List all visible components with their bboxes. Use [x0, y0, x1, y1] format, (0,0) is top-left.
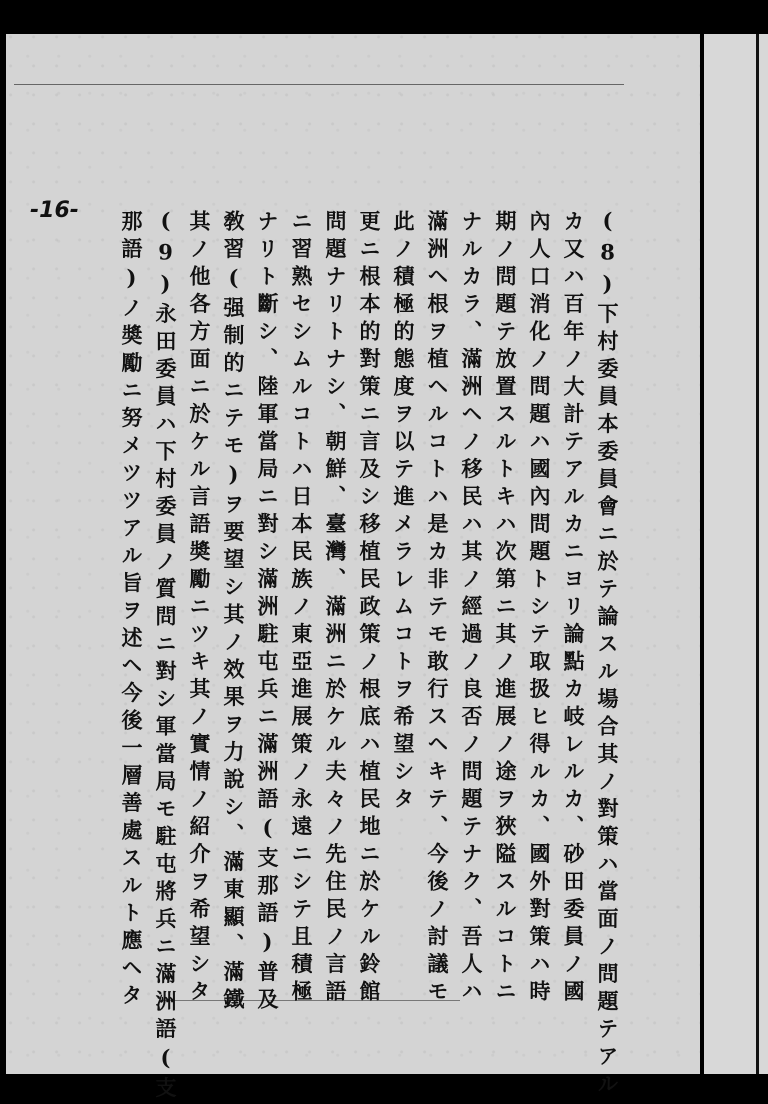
text-column: 期ノ問題テ放置スルトキハ次第ニ其ノ進展ノ途ヲ狹隘スルコトニ: [493, 210, 518, 1008]
text-column: (8)下村委員本委員會ニ於テ論スル場合其ノ對策ハ當面ノ問題テアル: [595, 208, 620, 1100]
text-column: 內人口消化ノ問題ハ國內問題トシテ取扱ヒ得ルカ、國外對策ハ時: [527, 210, 552, 1008]
text-column: 問題ナリトナシ、朝鮮、臺灣、滿洲ニ於ケル夫々ノ先住民ノ言語: [323, 210, 348, 1008]
text-column: 敎習(强制的ニテモ)ヲ要望シ其ノ效果ヲ力說シ、滿東顯、滿鐵: [221, 210, 246, 1016]
text-column: ナリト斷シ、陸軍當局ニ對シ滿洲駐屯兵ニ滿洲語(支那語)普及: [255, 210, 280, 1016]
text-column: (9)永田委員ハ下村委員ノ質問ニ對シ軍當局モ駐屯將兵ニ滿洲語(支: [153, 208, 178, 1104]
text-column: 更ニ根本的對策ニ言及シ移植民政策ノ根底ハ植民地ニ於ケル鈴館: [357, 210, 382, 1008]
edge-rule: [756, 34, 759, 1074]
text-column: 其ノ他各方面ニ於ケル言語奬勵ニツキ其ノ實情ノ紹介ヲ希望シタ: [187, 210, 212, 1008]
page-number: -16-: [30, 198, 79, 223]
text-column: 此ノ積極的態度ヲ以テ進メラレムコトヲ希望シタ: [391, 210, 416, 815]
header-rule: [14, 84, 624, 85]
page-edge-strip: [704, 34, 768, 1074]
text-column: 那語)ノ奬勵ニ努メツツアル旨ヲ述ヘ今後一層善處スルト應ヘタ: [119, 210, 144, 1012]
text-column: カ又ハ百年ノ大計テアルカニヨリ論點カ岐レルカ、砂田委員ノ國: [561, 210, 586, 1008]
text-column: ニ習熟セシムルコトハ日本民族ノ東亞進展策ノ永遠ニシテ且積極: [289, 210, 314, 1008]
text-column: 滿洲ヘ根ヲ植ヘルコトハ是カ非テモ敢行スヘキテ、今後ノ討議モ: [425, 210, 450, 1008]
text-column: ナルカラ、滿洲ヘノ移民ハ其ノ經過ノ良否ノ問題テナク、吾人ハ: [459, 210, 484, 1008]
